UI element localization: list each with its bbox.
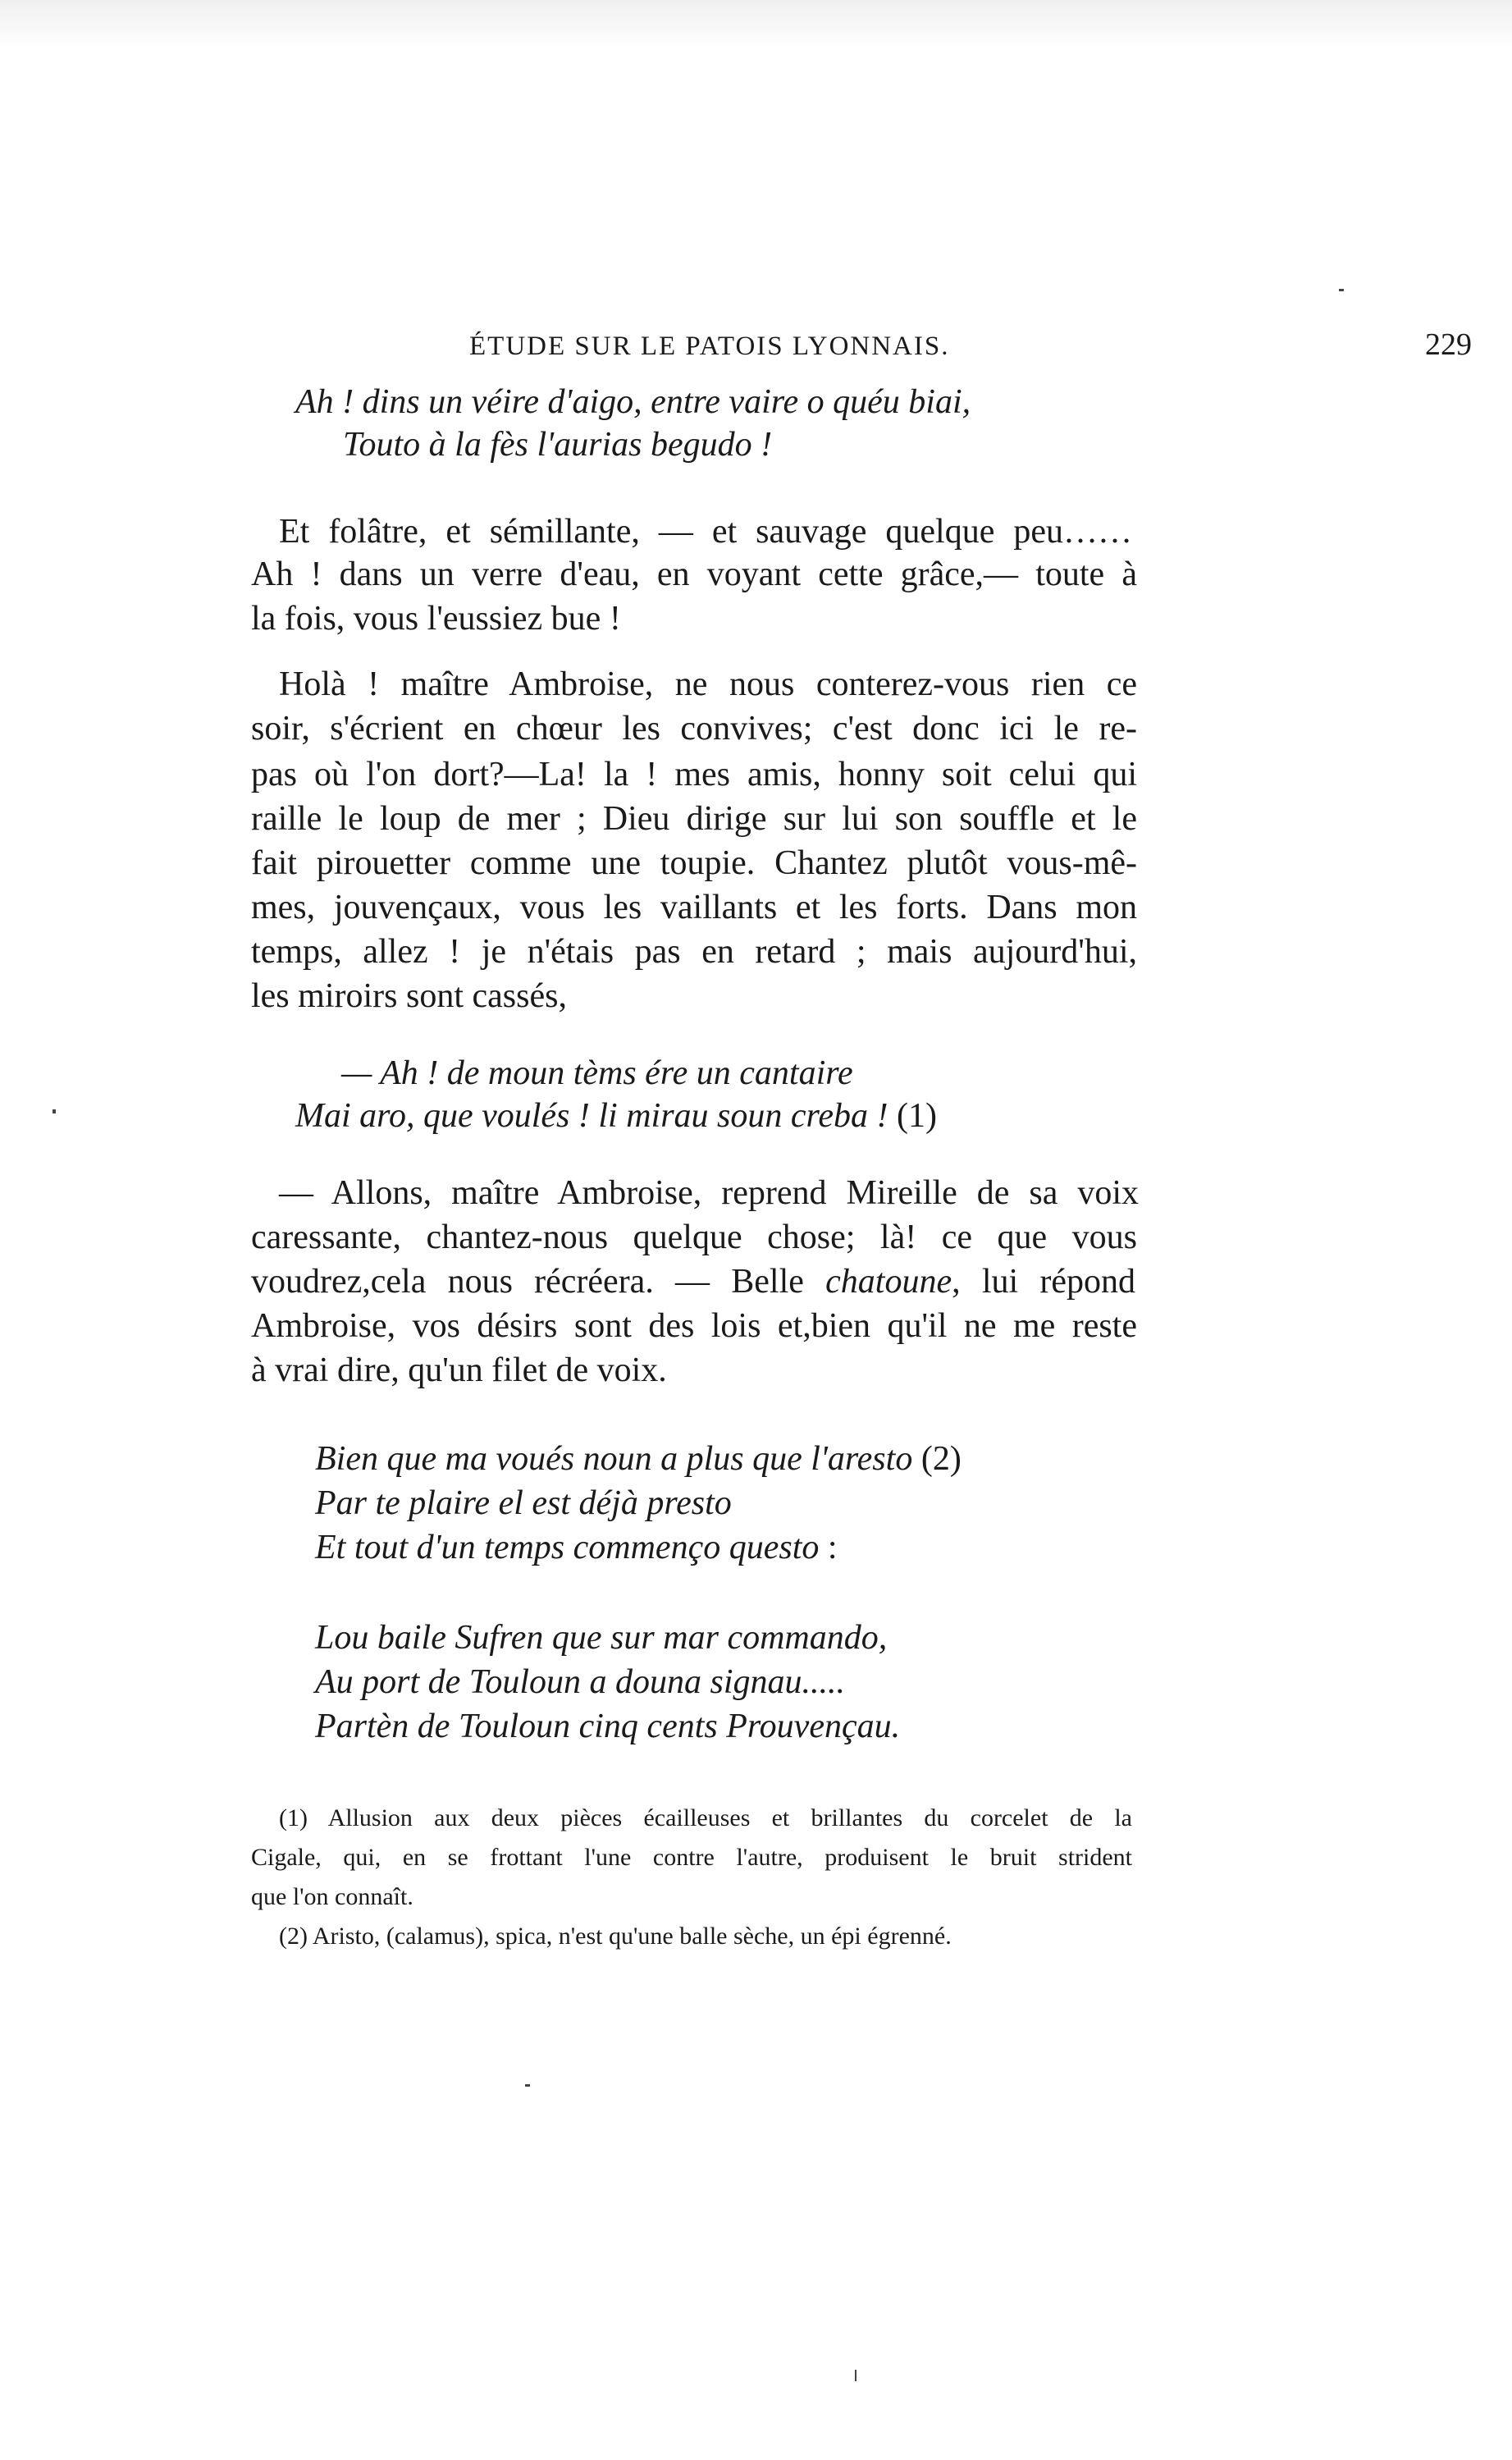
paragraph-line: pas où l'on dort?—La! la ! mes amis, honny soit celui qui [251,756,1137,793]
italic-word: chatoune [825,1263,952,1301]
paragraph-line: Ambroise, vos désirs sont des lois et,bien qu'il ne me reste [251,1307,1137,1345]
paragraph-line: mes, jouvençaux, vous les vaillants et les forts. Dans mon [251,889,1137,926]
paragraph-line: à vrai dire, qu'un filet de voix. [251,1351,667,1389]
verse-line: Lou baile Sufren que sur mar commando, [315,1619,888,1657]
print-speck [53,1109,56,1113]
verse-text: Bien que ma voués noun a plus que l'aresto [315,1440,913,1478]
paragraph-line: soir, s'écrient en chœur les convives; c'est donc ici le re- [251,710,1137,748]
paragraph-line: la fois, vous l'eussiez bue ! [251,600,621,638]
footnote-line: (2) Aristo, (calamus), spica, n'est qu'une balle sèche, un épi égrenné. [279,1923,952,1950]
paragraph-line: fait pirouetter comme une toupie. Chantez plutôt vous-mê- [251,844,1137,882]
paragraph-line [251,1260,1135,1303]
paragraph-line: — Allons, maître Ambroise, reprend Mireille de sa voix [279,1174,1139,1212]
verse-line: — Ah ! de moun tèms ére un cantaire [341,1054,853,1092]
verse-line: Au port de Touloun a douna signau..... [315,1663,845,1701]
paragraph-line: les miroirs sont cassés, [251,977,567,1015]
paragraph-line: caressante, chantez-nous quelque chose; là! ce que vous [251,1219,1137,1256]
verse-line: Par te plaire el est déjà presto [315,1484,732,1522]
note-ref: (1) [896,1097,937,1135]
footnote-line: Cigale, qui, en se frottant l'une contre l'autre, produisent le bruit strident [251,1844,1132,1871]
paragraph-line: temps, allez ! je n'étais pas en retard ; mais aujourd'hui, [251,933,1137,971]
text-run: voudrez,cela nous récréera. — Belle [251,1263,826,1301]
footnote-line: (1) Allusion aux deux pièces écailleuses et brillantes du corcelet de la [279,1804,1132,1831]
verse-text: Mai aro, que voulés ! li mirau soun creba ! [295,1097,888,1135]
verse-punct: : [819,1529,838,1566]
paragraph-line: Ah ! dans un verre d'eau, en voyant cette grâce,— toute à [251,556,1137,593]
verse-text: Et tout d'un temps commenço questo [315,1529,820,1566]
verse-line: Ah ! dins un véire d'aigo, entre vaire o quéu biai, [295,383,971,421]
print-speck [855,2370,856,2381]
print-speck [1339,289,1344,291]
paragraph-line: Holà ! maître Ambroise, ne nous conterez-vous rien ce [279,665,1137,703]
verse-line-with-note [295,1095,937,1137]
footnote-line: que l'on connaît. [251,1883,413,1910]
print-speck [525,2084,530,2087]
page-number: 229 [1425,327,1472,362]
page-edge-shadow [0,0,1512,49]
running-title: ÉTUDE SUR LE PATOIS LYONNAIS. [469,332,950,361]
verse-line-with-note [315,1438,962,1480]
paragraph-line: raille le loup de mer ; Dieu dirige sur lui son souffle et le [251,800,1137,838]
verse-line: Touto à la fès l'aurias begudo ! [343,426,773,464]
text-run: , lui répond [952,1263,1136,1301]
verse-line: Partèn de Touloun cinq cents Prouvençau. [315,1708,901,1745]
verse-line [315,1526,838,1569]
paragraph-line: Et folâtre, et sémillante, — et sauvage quelque peu…… [279,513,1132,551]
note-ref: (2) [920,1440,962,1478]
